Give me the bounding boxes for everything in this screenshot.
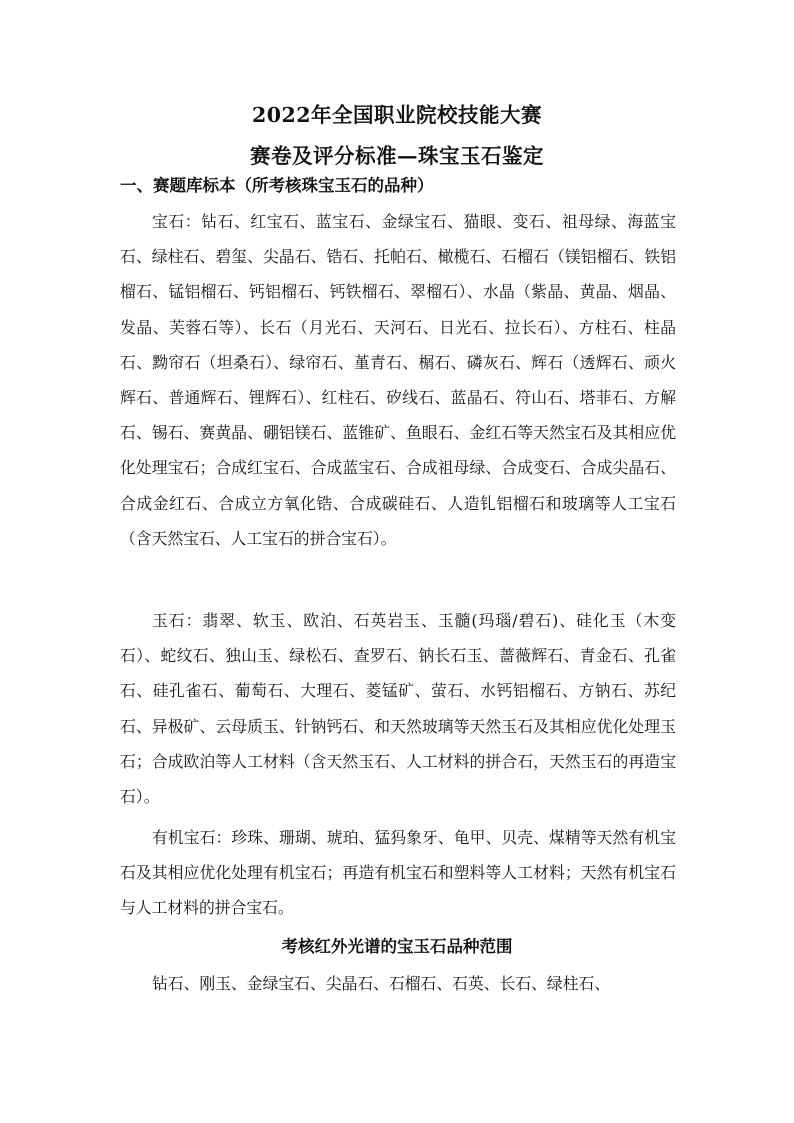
paragraph-infrared-list: 钻石、刚玉、金绿宝石、尖晶石、石榴石、石英、长石、绿柱石、 [152, 974, 611, 993]
document-title-line1: 2022年全国职业院校技能大赛 [251, 103, 543, 127]
document-title-line2: 赛卷及评分标准—珠宝玉石鉴定 [250, 144, 544, 168]
paragraph-organic-gems: 有机宝石：珍珠、珊瑚、琥珀、猛犸象牙、龟甲、贝壳、煤精等天然有机宝石及其相应优化处理有机宝石；再造有机宝石和塑料等人工材料；天然有机宝石与人工材料的拼合宝石。 [120, 828, 676, 918]
section-heading: 一、赛题库标本（所考核珠宝玉石的品种） [120, 176, 434, 195]
paragraph-jades: 玉石：翡翠、软玉、欧泊、石英岩玉、玉髓(玛瑙/碧石)、硅化玉（木变石）、蛇纹石、独山玉、绿松石、查罗石、钠长石玉、蔷薇辉石、青金石、孔雀石、硅孔雀石、葡萄石、大理石、菱锰矿、萤石、水钙铝榴石、方钠石、苏纪石、异极矿、云母质玉、针钠钙石、和天然玻璃等天然玉石及其相应优化处理玉石；合成欧泊等人工材料（含天然玉石、人工材料的拼合石，天然玉石的再造宝石）。 [120, 611, 676, 807]
paragraph-gems: 宝石：钻石、红宝石、蓝宝石、金绿宝石、猫眼、变石、祖母绿、海蓝宝石、绿柱石、碧玺、尖晶石、锆石、托帕石、橄榄石、石榴石（镁铝榴石、铁铝榴石、锰铝榴石、钙铝榴石、钙铁榴石、翠榴石）、水晶（紫晶、黄晶、烟晶、发晶、芙蓉石等）、长石（月光石、天河石、日光石、拉长石）、方柱石、柱晶石、黝帘石（坦桑石）、绿帘石、堇青石、榍石、磷灰石、辉石（透辉石、顽火辉石、普通辉石、锂辉石）、红柱石、矽线石、蓝晶石、符山石、塔菲石、方解石、锡石、赛黄晶、硼铝镁石、蓝锥矿、鱼眼石、金红石等天然宝石及其相应优化处理宝石；合成红宝石、合成蓝宝石、合成祖母绿、合成变石、合成尖晶石、合成金红石、合成立方氧化锆、合成碳硅石、人造钆铝榴石和玻璃等人工宝石（含天然宝石、人工宝石的拼合宝石）。 [120, 212, 676, 548]
infrared-subheading: 考核红外光谱的宝玉石品种范围 [281, 937, 513, 956]
